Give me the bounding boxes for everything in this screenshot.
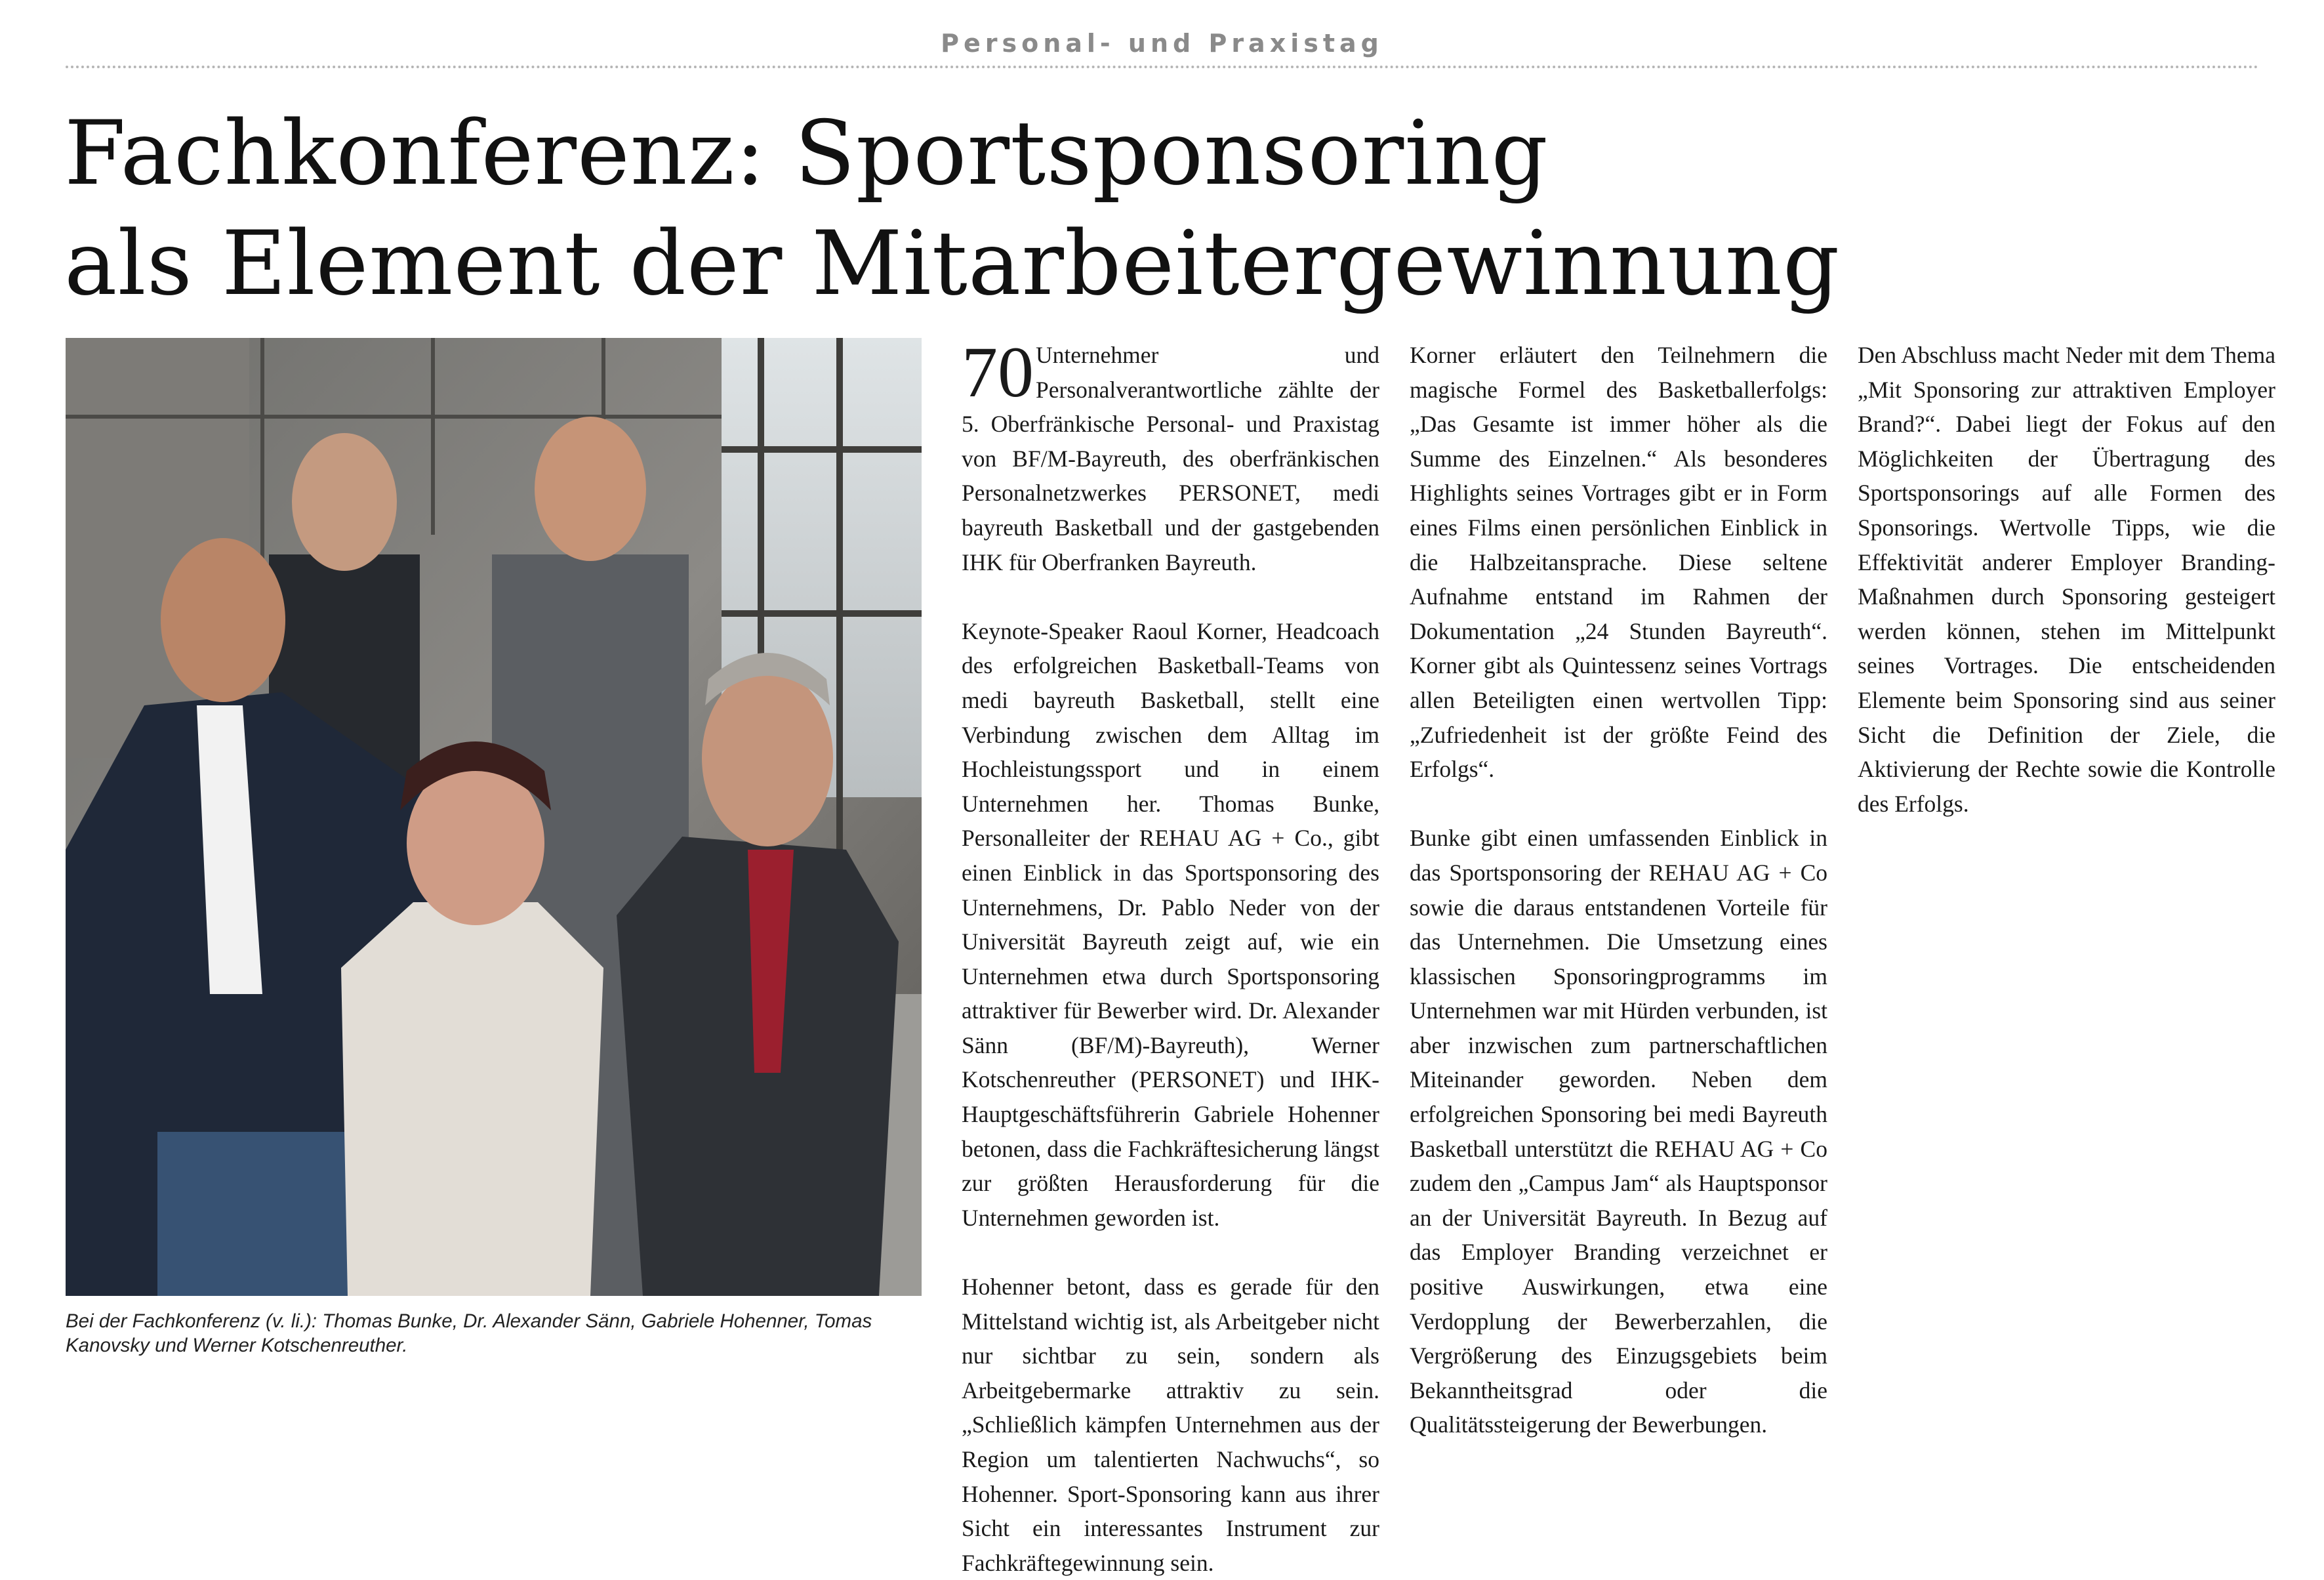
paragraph-1	[962, 332, 1379, 579]
paragraph-5: Bunke gibt einen umfassenden Einblick in das Sportsponsoring der REHAU AG + Co sowie die daraus entstandenen Vorteile für das Unternehmen. Die Umsetzung eines klassischen Sponsoringprogramms im Unternehmen war mit Hürden verbunden, ist aber inzwischen zum partnerschaftlichen Miteinander geworden. Neben dem erfolgreichen Sponsoring bei medi Bayreuth Basketball unterstützt die REHAU AG + Co zudem den „Campus Jam“ als Hauptsponsor an der Universität Bayreuth. In Bezug auf das Employer Branding verzeichnet er positive Auswirkungen, etwa eine Verdopplung der Bewerberzahlen, die Vergrößerung des Einzugsgebiets beim Bekanntheitsgrad oder die Qualitätssteigerung der Bewerbungen.	[1410, 825, 1827, 1438]
paragraph-4: Korner erläutert den Teilnehmern die magische Formel des Basketballerfolgs: „Das Gesamte ist immer höher als die Summe des Einzelnen.“ Als besonderes Highlights seines Vortrages gibt er in Form eines Films einen persönlichen Einblick in die Halbzeitansprache. Diese seltene Aufnahme entstand im Rahmen der Dokumentation „24 Stunden Bayreuth“. Korner gibt als Quintessenz seines Vortrags allen Beteiligten einen wertvollen Tipp: „Zufriedenheit ist der größte Feind des Erfolgs“.	[1410, 342, 1827, 783]
text-column-1	[962, 332, 1379, 1580]
text-column-3	[1858, 338, 2275, 821]
text-column-2	[1410, 338, 1827, 1442]
paragraph-3: Hohenner betont, dass es gerade für den Mittelstand wichtig ist, als Arbeitgeber nicht nur sichtbar zu sein, sondern als Arbeitgebermarke attraktiv zu sein. „Schließlich kämpfen Unternehmen aus der Region um talentierten Nachwuchs“, so Hohenner. Sport-Sponsoring kann aus ihrer Sicht ein interessantes Instrument zur Fachkräftegewinnung sein.	[962, 1274, 1379, 1576]
dropcap: 70	[962, 332, 1034, 412]
paragraph-6: Den Abschluss macht Neder mit dem Thema „Mit Sponsoring zur attraktiven Employer Brand?“. Dabei liegt der Fokus auf den Möglichkeiten der Übertragung des Sportsponsorings auf alle Formen des Sponsorings. Wertvolle Tipps, wie die Effektivität anderer Employer Branding-Maßnahmen durch Sponsoring gesteigert werden können, stehen im Mittelpunkt seines Vortrages. Die entscheidenden Elemente beim Sponsoring sind aus seiner Sicht die Definition der Ziele, die Aktivierung der Rechte sowie die Kontrolle des Erfolgs.	[1858, 342, 2275, 817]
paragraph-2: Keynote-Speaker Raoul Korner, Headcoach des erfolgreichen Basketball-Teams von medi bayreuth Basketball, stellt eine Verbindung zwischen dem Alltag im Hochleistungssport und in einem Unternehmen her. Thomas Bunke, Personalleiter der REHAU AG + Co., gibt einen Einblick in das Sportsponsoring des Unternehmens, Dr. Pablo Neder von der Universität Bayreuth zeigt auf, wie ein Unternehmen etwa durch Sportsponsoring attraktiver für Bewerber wird. Dr. Alexander Sänn (BF/M)-Bayreuth), Werner Kotschenreuther (PERSONET) und IHK-Hauptgeschäftsführerin Gabriele Hohenner betonen, dass die Fachkräftesicherung längst zur größten Herausforderung für die Unternehmen geworden ist.	[962, 617, 1379, 1231]
headline-line-2: als Element der Mitarbeitergewinnung	[64, 212, 1841, 315]
headline-line-1: Fachkonferenz: Sportsponsoring	[64, 102, 1549, 205]
photo-caption: Bei der Fachkonferenz (v. li.): Thomas Bunke, Dr. Alexander Sänn, Gabriele Hohenner, Tomas Kanovsky und Werner Kotschenreuther.	[66, 1310, 872, 1356]
group-photo	[66, 338, 922, 1296]
dotted-rule	[66, 66, 2260, 68]
group-photo-illustration	[66, 338, 922, 1296]
paragraph-1-text: Unternehmer und Personalverantwortliche zählte der 5. Oberfränkische Personal- und Praxistag von BF/M-Bayreuth, des oberfränkischen Personalnetzwerkes PERSONET, medi bayreuth Basketball und der gastgebenden IHK für Oberfranken Bayreuth.	[962, 342, 1379, 575]
headline	[64, 98, 2229, 319]
section-kicker: Personal- und Praxistag	[941, 29, 1383, 58]
